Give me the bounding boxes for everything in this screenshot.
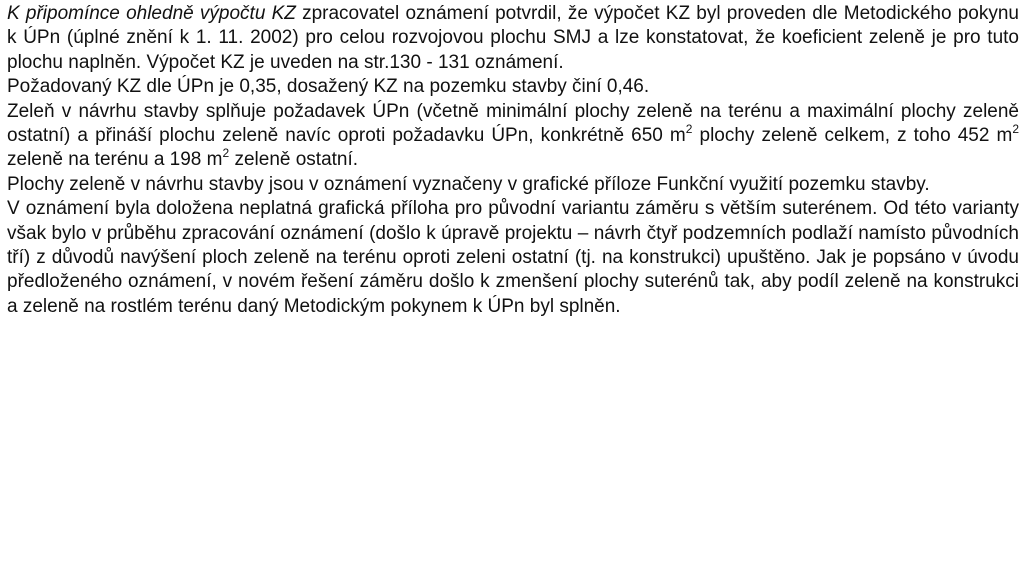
paragraph-text-part: zeleně na terénu a 198 m: [7, 149, 223, 171]
paragraph-text-part: Zeleň v návrhu stavby splňuje požadavek ÚPn (včetně minimální plochy zeleně na terénu a maximální plochy zeleně ostatní) a přináší plochu zeleně navíc oproti požadavku ÚPn, konkrétně 650 m: [7, 100, 1019, 147]
paragraph-greenery-plan: [7, 173, 1019, 197]
paragraph-text-part: plochy zeleně celkem, z toho 452 m: [692, 125, 1013, 147]
paragraph-basement-variant: [7, 197, 1019, 319]
paragraph-kz-calculation: [7, 2, 1019, 75]
paragraph-text: Požadovaný KZ dle ÚPn je 0,35, dosažený KZ na pozemku stavby činí 0,46.: [7, 76, 650, 98]
paragraph-text: zpracovatel oznámení potvrdil, že výpočet KZ byl proveden dle Metodického pokynu k ÚPn (úplné znění k 1. 11. 2002) pro celou rozvojovou plochu SMJ a lze konstatovat, že koeficient zeleně je pro tuto plochu naplněn. Výpočet KZ je uveden na str.130 - 131 oznámení.: [7, 3, 1019, 73]
paragraph-text: V oznámení byla doložena neplatná grafická příloha pro původní variantu záměru s větším suterénem. Od této varianty však bylo v průběhu zpracování oznámení (došlo k úpravě projektu – návrh čtyř podzemních podlaží namísto původních tří) z důvodů navýšení ploch zeleně na terénu oproti zeleni ostatní (tj. na konstrukci) upuštěno. Jak je popsáno v úvodu předloženého oznámení, v novém řešení záměru došlo k zmenšení plochy suterénů tak, aby podíl zeleně na konstrukci a zeleně na rostlém terénu daný Metodickým pokynem k ÚPn byl splněn.: [7, 198, 1019, 317]
paragraph-lead-italic: K připomínce ohledně výpočtu KZ: [7, 3, 296, 24]
superscript-exponent: 2: [222, 146, 230, 161]
paragraph-text-part: zeleně ostatní.: [229, 149, 359, 171]
superscript-exponent: 2: [1012, 122, 1019, 137]
paragraph-kz-values: [7, 75, 1019, 99]
paragraph-text: Plochy zeleně v návrhu stavby jsou v oznámení vyznačeny v grafické příloze Funkční využití pozemku stavby.: [7, 173, 930, 195]
paragraph-greenery-requirements: [7, 100, 1019, 173]
superscript-exponent: 2: [685, 122, 693, 137]
